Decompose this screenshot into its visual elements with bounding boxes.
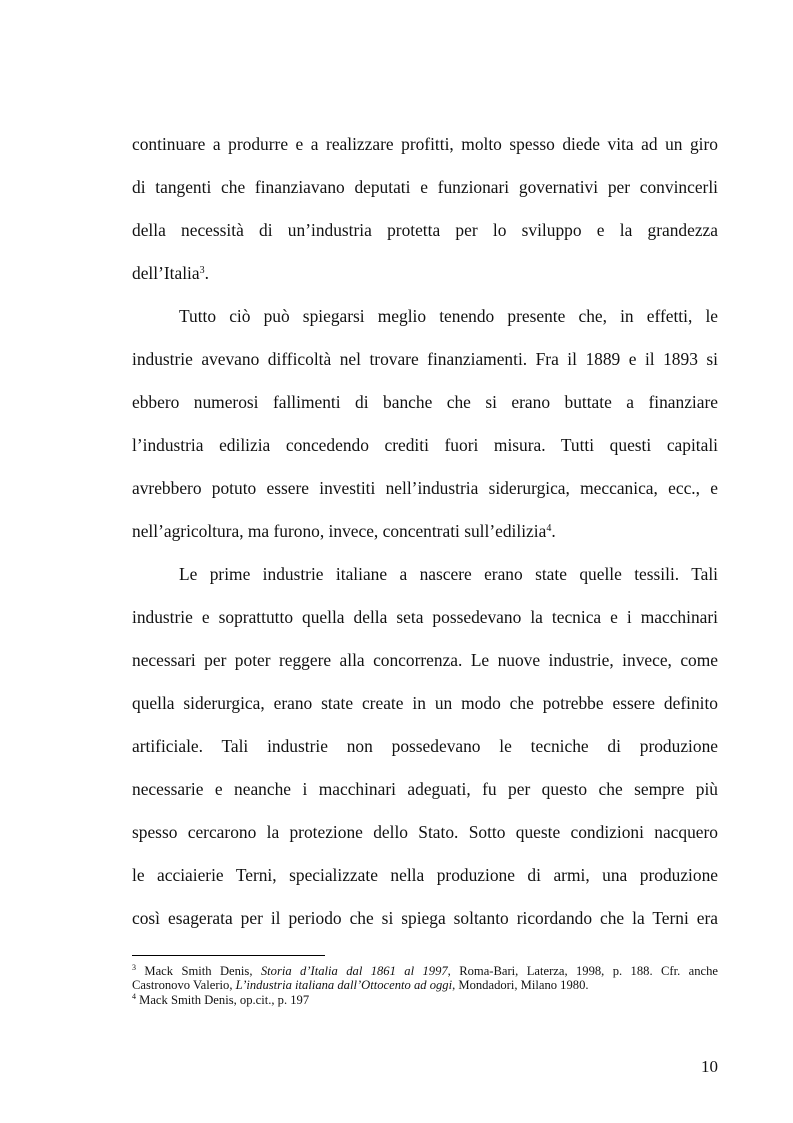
book-title: L’industria italiana dall’Ottocento ad oggi: [235, 978, 453, 992]
period: .: [551, 521, 556, 541]
body-line: quella siderurgica, erano state create in un modo che potrebbe essere definito: [132, 693, 718, 713]
body-text: dell’Italia: [132, 263, 200, 283]
body-line: avrebbero potuto essere investiti nell’industria siderurgica, meccanica, ecc., e: [132, 478, 718, 498]
footnote-text: Mack Smith Denis,: [136, 964, 261, 978]
body-line: [132, 263, 718, 283]
page-number: 10: [701, 1057, 718, 1076]
footnote-number: 4: [132, 992, 136, 1001]
footnote-3-continued: [132, 978, 718, 992]
footnote-number: 3: [132, 963, 136, 972]
period: .: [204, 263, 209, 283]
body-line: necessarie e neanche i macchinari adeguati, fu per questo che sempre più: [132, 779, 718, 799]
footnote-text: Mack Smith Denis, op.cit., p. 197: [136, 993, 310, 1007]
body-line: artificiale. Tali industrie non possedevano le tecniche di produzione: [132, 736, 718, 756]
body-line: industrie e soprattutto quella della seta possedevano la tecnica e i macchinari: [132, 607, 718, 627]
body-line: così esagerata per il periodo che si spiega soltanto ricordando che la Terni era: [132, 908, 718, 928]
body-line: Tutto ciò può spiegarsi meglio tenendo presente che, in effetti, le: [179, 306, 718, 326]
footnote-text: , Mondadori, Milano 1980.: [452, 978, 589, 992]
body-line: l’industria edilizia concedendo crediti fuori misura. Tutti questi capitali: [132, 435, 718, 455]
footnote-separator: [132, 955, 325, 956]
body-text: nell’agricoltura, ma furono, invece, concentrati sull’edilizia: [132, 521, 547, 541]
body-line: Le prime industrie italiane a nascere erano state quelle tessili. Tali: [179, 564, 718, 584]
footnote-ref-3[interactable]: 3: [199, 265, 205, 276]
body-line: le acciaierie Terni, specializzate nella produzione di armi, una produzione: [132, 865, 718, 885]
book-title: Storia d’Italia dal 1861 al 1997: [260, 964, 448, 978]
body-line: [132, 521, 718, 541]
body-line: industrie avevano difficoltà nel trovare finanziamenti. Fra il 1889 e il 1893 si: [132, 349, 718, 369]
footnote-3: [132, 964, 718, 978]
footnote-text: , Roma-Bari, Laterza, 1998, p. 188. Cfr. anche: [447, 964, 718, 978]
body-line: ebbero numerosi fallimenti di banche che si erano buttate a finanziare: [132, 392, 718, 412]
body-line: continuare a produrre e a realizzare profitti, molto spesso diede vita ad un giro: [132, 134, 718, 154]
footnote-4: [132, 993, 718, 1007]
body-line: necessari per poter reggere alla concorrenza. Le nuove industrie, invece, come: [132, 650, 718, 670]
footnote-text: Castronovo Valerio,: [132, 978, 236, 992]
footnote-ref-4[interactable]: 4: [546, 523, 552, 534]
body-line: spesso cercarono la protezione dello Stato. Sotto queste condizioni nacquero: [132, 822, 718, 842]
body-line: della necessità di un’industria protetta per lo sviluppo e la grandezza: [132, 220, 718, 240]
body-line: di tangenti che finanziavano deputati e funzionari governativi per convincerli: [132, 177, 718, 197]
